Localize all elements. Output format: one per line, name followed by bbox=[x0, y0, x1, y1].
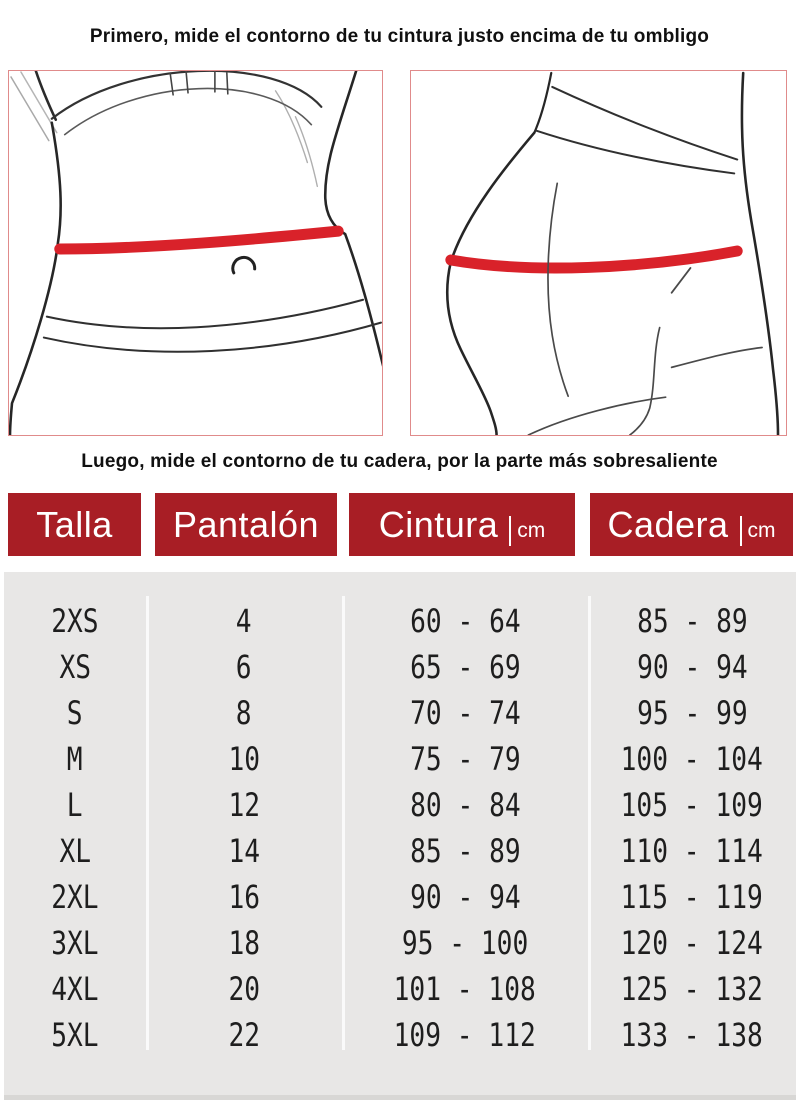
cell-talla: 5XL bbox=[51, 1016, 99, 1054]
cell-talla: 4XL bbox=[51, 970, 99, 1008]
cell-talla: 3XL bbox=[51, 924, 99, 962]
body-contour-left bbox=[10, 123, 61, 435]
size-table-panel bbox=[4, 572, 796, 1100]
header-talla bbox=[8, 493, 141, 556]
waist-measure-line bbox=[60, 231, 338, 249]
bra-strap-left-lines bbox=[11, 71, 57, 141]
hip-instruction-text: Luego, mide el contorno de tu cadera, por la parte más sobresaliente bbox=[81, 451, 718, 472]
cell-pantalon: 8 bbox=[236, 694, 252, 732]
front-torso-line bbox=[534, 73, 551, 133]
header-cadera bbox=[590, 493, 793, 556]
cell-cadera: 85 - 89 bbox=[636, 602, 748, 640]
cell-pantalon: 6 bbox=[236, 648, 252, 686]
cell-cintura: 95 - 100 bbox=[401, 924, 529, 962]
table-row bbox=[4, 598, 796, 644]
cell-cintura: 85 - 89 bbox=[409, 832, 521, 870]
header-talla-label: Talla bbox=[36, 503, 113, 545]
navel-mark bbox=[233, 257, 255, 272]
pant-waistband-lines bbox=[44, 300, 381, 352]
table-row bbox=[4, 690, 796, 736]
cell-cadera: 90 - 94 bbox=[636, 648, 748, 686]
cell-cintura: 75 - 79 bbox=[409, 740, 521, 778]
cell-pantalon: 10 bbox=[228, 740, 260, 778]
waist-instruction-text: Primero, mide el contorno de tu cintura justo encima de tu ombligo bbox=[89, 26, 710, 47]
table-row bbox=[4, 920, 796, 966]
cell-talla: 2XL bbox=[51, 878, 99, 916]
table-row bbox=[4, 828, 796, 874]
hip-measure-illustration bbox=[410, 70, 787, 436]
cell-talla: S bbox=[67, 694, 83, 732]
size-table-body bbox=[4, 598, 796, 1058]
table-row bbox=[4, 1012, 796, 1058]
cell-cadera: 120 - 124 bbox=[620, 924, 764, 962]
pant-waistband-lines bbox=[536, 87, 737, 174]
cell-pantalon: 22 bbox=[228, 1016, 260, 1054]
table-row bbox=[4, 736, 796, 782]
cell-cintura: 80 - 84 bbox=[409, 786, 521, 824]
cell-pantalon: 4 bbox=[236, 602, 252, 640]
bra-hook-ticks bbox=[170, 71, 228, 95]
fabric-crease-lines bbox=[528, 183, 762, 435]
cell-cadera: 125 - 132 bbox=[620, 970, 764, 1008]
cell-pantalon: 16 bbox=[228, 878, 260, 916]
waist-measure-illustration bbox=[8, 70, 383, 436]
cell-cintura: 65 - 69 bbox=[409, 648, 521, 686]
cell-pantalon: 12 bbox=[228, 786, 260, 824]
cell-pantalon: 20 bbox=[228, 970, 260, 1008]
cell-pantalon: 14 bbox=[228, 832, 260, 870]
buttock-leg-outline bbox=[447, 133, 534, 435]
cell-cintura: 90 - 94 bbox=[409, 878, 521, 916]
cell-cadera: 110 - 114 bbox=[620, 832, 764, 870]
header-pantalon bbox=[155, 493, 337, 556]
header-cintura-label: Cintura bbox=[378, 503, 499, 545]
cell-talla: XS bbox=[59, 648, 91, 686]
table-row bbox=[4, 644, 796, 690]
cell-cadera: 95 - 99 bbox=[636, 694, 748, 732]
cell-cadera: 105 - 109 bbox=[620, 786, 764, 824]
cell-talla: XL bbox=[59, 832, 91, 870]
table-row bbox=[4, 782, 796, 828]
cell-talla: L bbox=[67, 786, 83, 824]
cell-cintura: 70 - 74 bbox=[409, 694, 521, 732]
cell-talla: M bbox=[67, 740, 83, 778]
table-row bbox=[4, 966, 796, 1012]
header-cintura bbox=[349, 493, 575, 556]
cell-cintura: 109 - 112 bbox=[393, 1016, 537, 1054]
cell-cadera: 133 - 138 bbox=[620, 1016, 764, 1054]
cell-talla: 2XS bbox=[51, 602, 99, 640]
cell-cintura: 101 - 108 bbox=[393, 970, 537, 1008]
header-cadera-label: Cadera bbox=[607, 503, 729, 545]
header-pantalon-label: Pantalón bbox=[172, 503, 320, 545]
header-cadera-unit: cm bbox=[740, 516, 776, 546]
header-cintura-unit: cm bbox=[509, 516, 545, 546]
cell-cadera: 115 - 119 bbox=[620, 878, 764, 916]
side-hips-drawing bbox=[411, 71, 786, 435]
table-row bbox=[4, 874, 796, 920]
front-torso-drawing bbox=[9, 71, 382, 435]
bra-strap-right-lines bbox=[276, 91, 318, 186]
back-contour bbox=[742, 73, 778, 435]
cell-cintura: 60 - 64 bbox=[409, 602, 521, 640]
cell-pantalon: 18 bbox=[228, 924, 260, 962]
cell-cadera: 100 - 104 bbox=[620, 740, 764, 778]
hip-measure-line bbox=[451, 251, 737, 268]
